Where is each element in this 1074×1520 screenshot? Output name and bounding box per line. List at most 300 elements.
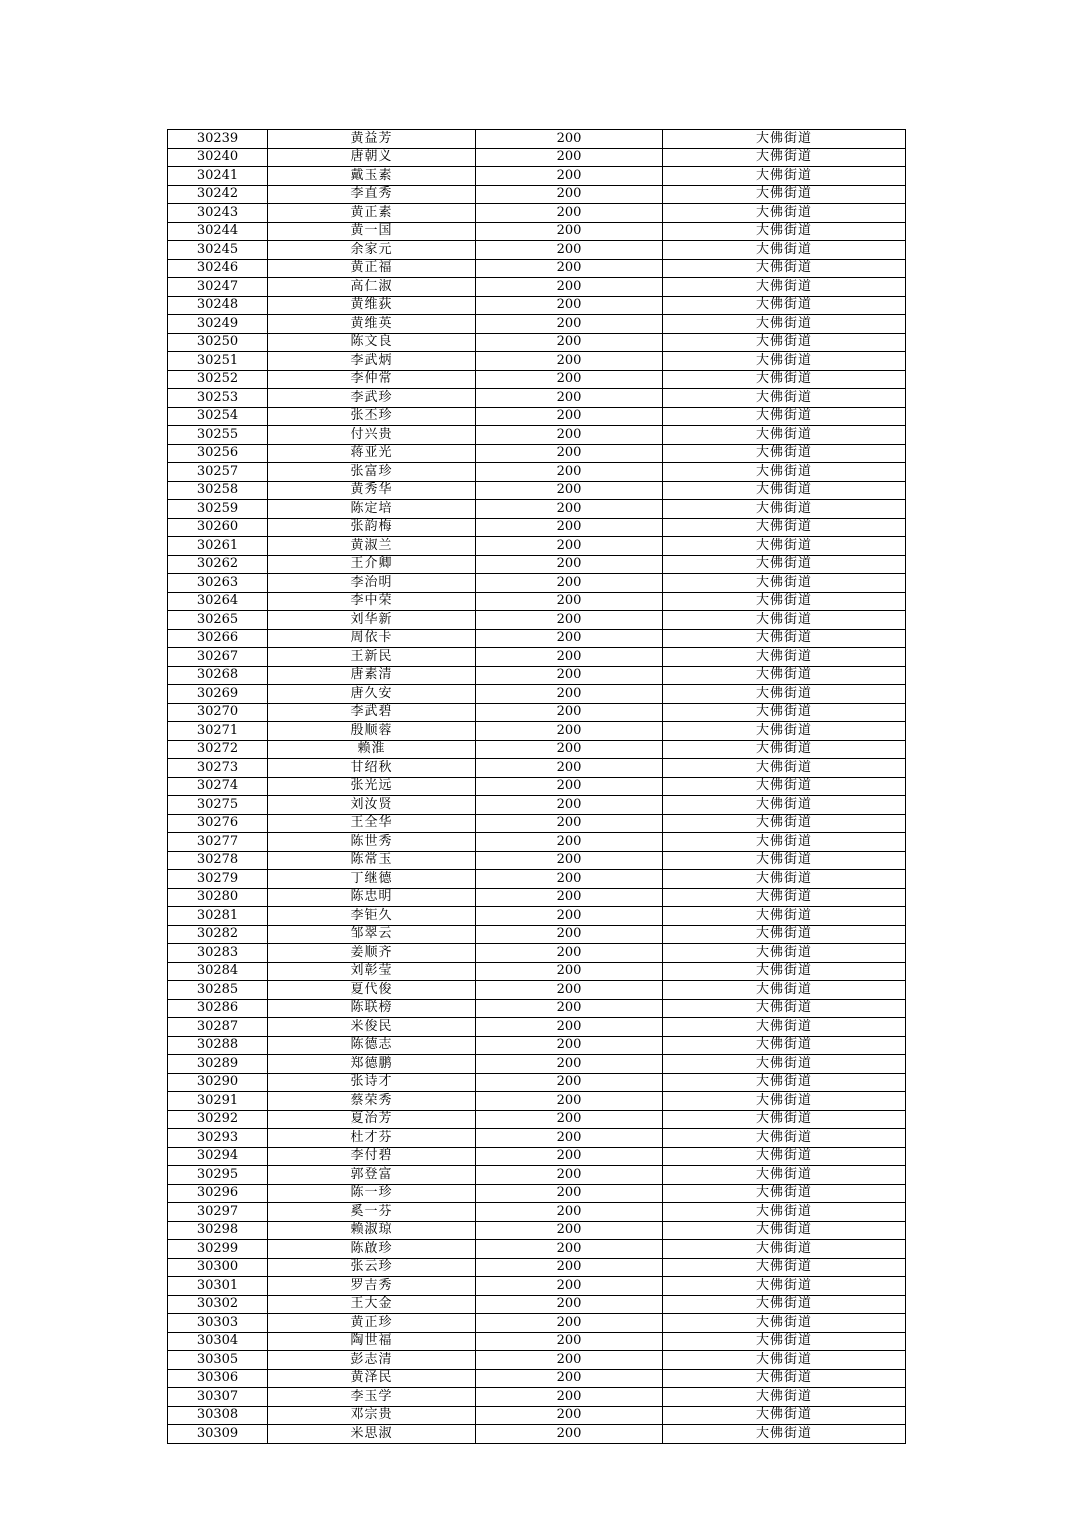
street-cell: 大佛街道 [663, 352, 906, 371]
name-cell: 李中荣 [268, 592, 476, 611]
street-cell: 大佛街道 [663, 1277, 906, 1296]
table-row [168, 777, 906, 796]
name-cell: 李付碧 [268, 1147, 476, 1166]
street-cell: 大佛街道 [663, 833, 906, 852]
street-cell: 大佛街道 [663, 814, 906, 833]
street-cell: 大佛街道 [663, 481, 906, 500]
amount-cell: 200 [476, 296, 663, 315]
amount-cell: 200 [476, 1073, 663, 1092]
amount-cell: 200 [476, 907, 663, 926]
name-cell: 黄一国 [268, 222, 476, 241]
name-cell: 王新民 [268, 648, 476, 667]
amount-cell: 200 [476, 870, 663, 889]
amount-cell: 200 [476, 833, 663, 852]
name-cell: 罗吉秀 [268, 1277, 476, 1296]
table-row [168, 944, 906, 963]
street-cell: 大佛街道 [663, 444, 906, 463]
table-row [168, 278, 906, 297]
id-cell: 30297 [168, 1203, 268, 1222]
street-cell: 大佛街道 [663, 222, 906, 241]
amount-cell: 200 [476, 1240, 663, 1259]
table-row [168, 1092, 906, 1111]
street-cell: 大佛街道 [663, 611, 906, 630]
table-row [168, 1110, 906, 1129]
id-cell: 30253 [168, 389, 268, 408]
amount-cell: 200 [476, 315, 663, 334]
table-row [168, 1166, 906, 1185]
id-cell: 30288 [168, 1036, 268, 1055]
table-row [168, 1332, 906, 1351]
name-cell: 黄正珍 [268, 1314, 476, 1333]
id-cell: 30309 [168, 1425, 268, 1444]
table-row [168, 1221, 906, 1240]
id-cell: 30283 [168, 944, 268, 963]
street-cell: 大佛街道 [663, 518, 906, 537]
street-cell: 大佛街道 [663, 740, 906, 759]
amount-cell: 200 [476, 333, 663, 352]
table-row [168, 1388, 906, 1407]
name-cell: 李治明 [268, 574, 476, 593]
street-cell: 大佛街道 [663, 1221, 906, 1240]
amount-cell: 200 [476, 1369, 663, 1388]
id-cell: 30303 [168, 1314, 268, 1333]
amount-cell: 200 [476, 185, 663, 204]
name-cell: 付兴贵 [268, 426, 476, 445]
id-cell: 30249 [168, 315, 268, 334]
id-cell: 30260 [168, 518, 268, 537]
street-cell: 大佛街道 [663, 500, 906, 519]
name-cell: 陈文良 [268, 333, 476, 352]
id-cell: 30277 [168, 833, 268, 852]
amount-cell: 200 [476, 389, 663, 408]
amount-cell: 200 [476, 703, 663, 722]
street-cell: 大佛街道 [663, 907, 906, 926]
table-row [168, 1258, 906, 1277]
street-cell: 大佛街道 [663, 925, 906, 944]
amount-cell: 200 [476, 611, 663, 630]
amount-cell: 200 [476, 666, 663, 685]
name-cell: 唐素清 [268, 666, 476, 685]
street-cell: 大佛街道 [663, 259, 906, 278]
amount-cell: 200 [476, 1203, 663, 1222]
table-row [168, 814, 906, 833]
name-cell: 蔡荣秀 [268, 1092, 476, 1111]
street-cell: 大佛街道 [663, 1036, 906, 1055]
table-row [168, 722, 906, 741]
name-cell: 郭登富 [268, 1166, 476, 1185]
street-cell: 大佛街道 [663, 1018, 906, 1037]
amount-cell: 200 [476, 444, 663, 463]
street-cell: 大佛街道 [663, 1258, 906, 1277]
table-row [168, 740, 906, 759]
street-cell: 大佛街道 [663, 1332, 906, 1351]
name-cell: 张光远 [268, 777, 476, 796]
amount-cell: 200 [476, 555, 663, 574]
amount-cell: 200 [476, 796, 663, 815]
table-row [168, 463, 906, 482]
street-cell: 大佛街道 [663, 666, 906, 685]
amount-cell: 200 [476, 592, 663, 611]
id-cell: 30268 [168, 666, 268, 685]
name-cell: 彭志清 [268, 1351, 476, 1370]
name-cell: 唐久安 [268, 685, 476, 704]
amount-cell: 200 [476, 999, 663, 1018]
amount-cell: 200 [476, 814, 663, 833]
amount-cell: 200 [476, 1425, 663, 1444]
street-cell: 大佛街道 [663, 574, 906, 593]
table-row [168, 999, 906, 1018]
id-cell: 30292 [168, 1110, 268, 1129]
name-cell: 戴玉素 [268, 167, 476, 186]
id-cell: 30246 [168, 259, 268, 278]
name-cell: 邓宗贵 [268, 1406, 476, 1425]
street-cell: 大佛街道 [663, 315, 906, 334]
table-row [168, 389, 906, 408]
amount-cell: 200 [476, 481, 663, 500]
id-cell: 30275 [168, 796, 268, 815]
name-cell: 甘绍秋 [268, 759, 476, 778]
name-cell: 李仲常 [268, 370, 476, 389]
table-row [168, 759, 906, 778]
id-cell: 30271 [168, 722, 268, 741]
street-cell: 大佛街道 [663, 537, 906, 556]
id-cell: 30306 [168, 1369, 268, 1388]
name-cell: 丁继德 [268, 870, 476, 889]
table-row [168, 1018, 906, 1037]
name-cell: 高仁淑 [268, 278, 476, 297]
amount-cell: 200 [476, 1166, 663, 1185]
id-cell: 30252 [168, 370, 268, 389]
id-cell: 30273 [168, 759, 268, 778]
table-row [168, 981, 906, 1000]
id-cell: 30284 [168, 962, 268, 981]
id-cell: 30300 [168, 1258, 268, 1277]
table-row [168, 648, 906, 667]
amount-cell: 200 [476, 1351, 663, 1370]
amount-cell: 200 [476, 1018, 663, 1037]
street-cell: 大佛街道 [663, 370, 906, 389]
id-cell: 30286 [168, 999, 268, 1018]
amount-cell: 200 [476, 426, 663, 445]
table-row [168, 407, 906, 426]
table-row [168, 592, 906, 611]
table-row [168, 1277, 906, 1296]
amount-cell: 200 [476, 352, 663, 371]
amount-cell: 200 [476, 1332, 663, 1351]
id-cell: 30241 [168, 167, 268, 186]
name-cell: 殷顺蓉 [268, 722, 476, 741]
amount-cell: 200 [476, 1388, 663, 1407]
name-cell: 李钜久 [268, 907, 476, 926]
street-cell: 大佛街道 [663, 703, 906, 722]
id-cell: 30250 [168, 333, 268, 352]
id-cell: 30278 [168, 851, 268, 870]
id-cell: 30244 [168, 222, 268, 241]
name-cell: 赖淑琼 [268, 1221, 476, 1240]
name-cell: 李玉学 [268, 1388, 476, 1407]
amount-cell: 200 [476, 500, 663, 519]
amount-cell: 200 [476, 130, 663, 149]
name-cell: 黄正素 [268, 204, 476, 223]
name-cell: 张丕珍 [268, 407, 476, 426]
name-cell: 陈德志 [268, 1036, 476, 1055]
street-cell: 大佛街道 [663, 204, 906, 223]
name-cell: 王大金 [268, 1295, 476, 1314]
table-row [168, 685, 906, 704]
amount-cell: 200 [476, 1147, 663, 1166]
table-row [168, 444, 906, 463]
table-row [168, 1425, 906, 1444]
amount-cell: 200 [476, 1314, 663, 1333]
name-cell: 张诗才 [268, 1073, 476, 1092]
id-cell: 30258 [168, 481, 268, 500]
table-row [168, 907, 906, 926]
name-cell: 郑德鹏 [268, 1055, 476, 1074]
street-cell: 大佛街道 [663, 1314, 906, 1333]
table-row [168, 315, 906, 334]
amount-cell: 200 [476, 851, 663, 870]
id-cell: 30279 [168, 870, 268, 889]
name-cell: 王全华 [268, 814, 476, 833]
id-cell: 30299 [168, 1240, 268, 1259]
table-row [168, 185, 906, 204]
name-cell: 陈定培 [268, 500, 476, 519]
id-cell: 30248 [168, 296, 268, 315]
name-cell: 杜才芬 [268, 1129, 476, 1148]
id-cell: 30264 [168, 592, 268, 611]
table-row [168, 1055, 906, 1074]
name-cell: 刘汝贤 [268, 796, 476, 815]
amount-cell: 200 [476, 1184, 663, 1203]
id-cell: 30261 [168, 537, 268, 556]
street-cell: 大佛街道 [663, 333, 906, 352]
amount-cell: 200 [476, 722, 663, 741]
amount-cell: 200 [476, 148, 663, 167]
name-cell: 李武碧 [268, 703, 476, 722]
id-cell: 30307 [168, 1388, 268, 1407]
id-cell: 30287 [168, 1018, 268, 1037]
id-cell: 30280 [168, 888, 268, 907]
table-row [168, 925, 906, 944]
amount-cell: 200 [476, 259, 663, 278]
id-cell: 30290 [168, 1073, 268, 1092]
name-cell: 李武炳 [268, 352, 476, 371]
roster-table [167, 129, 906, 1444]
street-cell: 大佛街道 [663, 1092, 906, 1111]
table-row [168, 1036, 906, 1055]
amount-cell: 200 [476, 370, 663, 389]
street-cell: 大佛街道 [663, 1388, 906, 1407]
street-cell: 大佛街道 [663, 130, 906, 149]
name-cell: 张富珍 [268, 463, 476, 482]
id-cell: 30247 [168, 278, 268, 297]
table-row [168, 1129, 906, 1148]
id-cell: 30259 [168, 500, 268, 519]
name-cell: 黄正福 [268, 259, 476, 278]
street-cell: 大佛街道 [663, 1406, 906, 1425]
street-cell: 大佛街道 [663, 1425, 906, 1444]
amount-cell: 200 [476, 407, 663, 426]
amount-cell: 200 [476, 1406, 663, 1425]
table-row [168, 481, 906, 500]
amount-cell: 200 [476, 1221, 663, 1240]
id-cell: 30276 [168, 814, 268, 833]
table-row [168, 333, 906, 352]
amount-cell: 200 [476, 241, 663, 260]
table-row [168, 1184, 906, 1203]
name-cell: 米俊民 [268, 1018, 476, 1037]
id-cell: 30265 [168, 611, 268, 630]
id-cell: 30242 [168, 185, 268, 204]
id-cell: 30266 [168, 629, 268, 648]
amount-cell: 200 [476, 1258, 663, 1277]
name-cell: 邹翠云 [268, 925, 476, 944]
name-cell: 陶世福 [268, 1332, 476, 1351]
name-cell: 陈联榜 [268, 999, 476, 1018]
amount-cell: 200 [476, 204, 663, 223]
name-cell: 米思淑 [268, 1425, 476, 1444]
amount-cell: 200 [476, 463, 663, 482]
id-cell: 30282 [168, 925, 268, 944]
street-cell: 大佛街道 [663, 278, 906, 297]
table-row [168, 962, 906, 981]
table-row [168, 370, 906, 389]
amount-cell: 200 [476, 629, 663, 648]
amount-cell: 200 [476, 518, 663, 537]
name-cell: 黄泽民 [268, 1369, 476, 1388]
table-row [168, 833, 906, 852]
name-cell: 李直秀 [268, 185, 476, 204]
id-cell: 30256 [168, 444, 268, 463]
table-row [168, 888, 906, 907]
id-cell: 30243 [168, 204, 268, 223]
amount-cell: 200 [476, 167, 663, 186]
table-row [168, 204, 906, 223]
table-row [168, 537, 906, 556]
name-cell: 黄维英 [268, 315, 476, 334]
name-cell: 刘彰莹 [268, 962, 476, 981]
amount-cell: 200 [476, 925, 663, 944]
table-row [168, 870, 906, 889]
id-cell: 30302 [168, 1295, 268, 1314]
id-cell: 30251 [168, 352, 268, 371]
name-cell: 余家元 [268, 241, 476, 260]
table-row [168, 500, 906, 519]
table-row [168, 555, 906, 574]
table-row [168, 1369, 906, 1388]
street-cell: 大佛街道 [663, 888, 906, 907]
table-row [168, 1147, 906, 1166]
street-cell: 大佛街道 [663, 296, 906, 315]
id-cell: 30270 [168, 703, 268, 722]
name-cell: 黄维荻 [268, 296, 476, 315]
table-row [168, 222, 906, 241]
amount-cell: 200 [476, 685, 663, 704]
id-cell: 30263 [168, 574, 268, 593]
street-cell: 大佛街道 [663, 1240, 906, 1259]
table-row [168, 259, 906, 278]
street-cell: 大佛街道 [663, 999, 906, 1018]
street-cell: 大佛街道 [663, 648, 906, 667]
name-cell: 张韵梅 [268, 518, 476, 537]
table-row [168, 574, 906, 593]
id-cell: 30296 [168, 1184, 268, 1203]
amount-cell: 200 [476, 962, 663, 981]
street-cell: 大佛街道 [663, 407, 906, 426]
table-row [168, 167, 906, 186]
table-row [168, 241, 906, 260]
street-cell: 大佛街道 [663, 1351, 906, 1370]
amount-cell: 200 [476, 1110, 663, 1129]
amount-cell: 200 [476, 1055, 663, 1074]
street-cell: 大佛街道 [663, 1055, 906, 1074]
street-cell: 大佛街道 [663, 241, 906, 260]
id-cell: 30281 [168, 907, 268, 926]
street-cell: 大佛街道 [663, 1184, 906, 1203]
street-cell: 大佛街道 [663, 759, 906, 778]
name-cell: 陈忠明 [268, 888, 476, 907]
id-cell: 30274 [168, 777, 268, 796]
street-cell: 大佛街道 [663, 463, 906, 482]
amount-cell: 200 [476, 222, 663, 241]
amount-cell: 200 [476, 759, 663, 778]
street-cell: 大佛街道 [663, 426, 906, 445]
id-cell: 30254 [168, 407, 268, 426]
id-cell: 30305 [168, 1351, 268, 1370]
street-cell: 大佛街道 [663, 1295, 906, 1314]
name-cell: 陈世秀 [268, 833, 476, 852]
table-row [168, 629, 906, 648]
amount-cell: 200 [476, 537, 663, 556]
street-cell: 大佛街道 [663, 1369, 906, 1388]
amount-cell: 200 [476, 1277, 663, 1296]
amount-cell: 200 [476, 648, 663, 667]
name-cell: 蒋亚光 [268, 444, 476, 463]
name-cell: 黄秀华 [268, 481, 476, 500]
id-cell: 30240 [168, 148, 268, 167]
table-row [168, 1240, 906, 1259]
amount-cell: 200 [476, 981, 663, 1000]
street-cell: 大佛街道 [663, 685, 906, 704]
roster-table-body [168, 130, 906, 1444]
id-cell: 30267 [168, 648, 268, 667]
table-row [168, 1203, 906, 1222]
table-row [168, 130, 906, 149]
street-cell: 大佛街道 [663, 555, 906, 574]
amount-cell: 200 [476, 740, 663, 759]
table-row [168, 1073, 906, 1092]
name-cell: 唐朝义 [268, 148, 476, 167]
street-cell: 大佛街道 [663, 870, 906, 889]
street-cell: 大佛街道 [663, 1129, 906, 1148]
street-cell: 大佛街道 [663, 185, 906, 204]
street-cell: 大佛街道 [663, 148, 906, 167]
name-cell: 奚一芬 [268, 1203, 476, 1222]
id-cell: 30304 [168, 1332, 268, 1351]
id-cell: 30293 [168, 1129, 268, 1148]
street-cell: 大佛街道 [663, 1203, 906, 1222]
id-cell: 30272 [168, 740, 268, 759]
table-row [168, 1295, 906, 1314]
id-cell: 30245 [168, 241, 268, 260]
table-row [168, 426, 906, 445]
street-cell: 大佛街道 [663, 1166, 906, 1185]
street-cell: 大佛街道 [663, 962, 906, 981]
table-row [168, 1314, 906, 1333]
amount-cell: 200 [476, 1036, 663, 1055]
street-cell: 大佛街道 [663, 777, 906, 796]
street-cell: 大佛街道 [663, 722, 906, 741]
